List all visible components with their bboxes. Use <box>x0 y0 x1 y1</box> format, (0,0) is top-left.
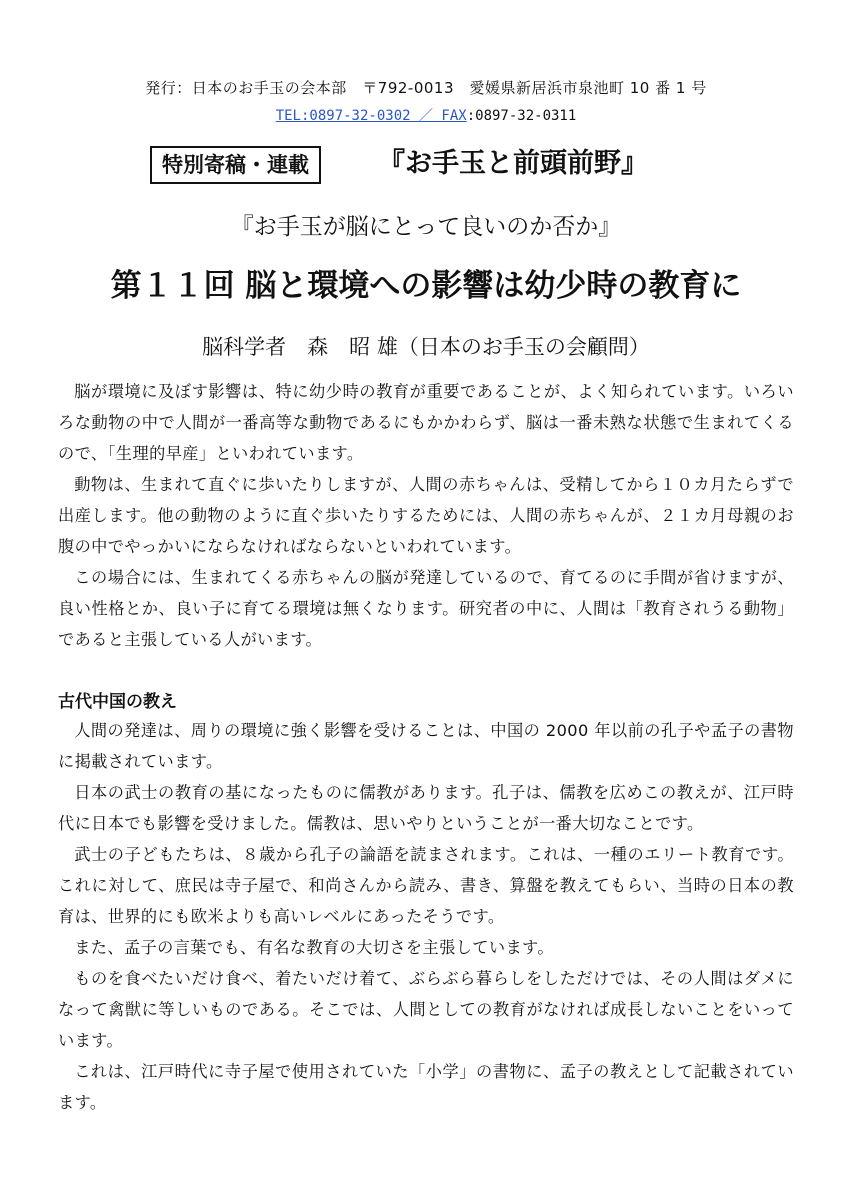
section-heading: 古代中国の教え <box>58 692 177 712</box>
author-line: 脳科学者 森 昭 雄（日本のお手玉の会顧問） <box>202 335 650 359</box>
contact-link[interactable]: TEL:0897-32-0302 ／ FAX <box>275 108 467 124</box>
series-label-box: 特別寄稿・連載 <box>150 146 321 184</box>
paragraph: また、孟子の言葉でも、有名な教育の大切さを主張しています。 <box>74 938 554 957</box>
paragraph: 人間の発達は、周りの環境に強く影響を受けることは、中国の 2000 年以前の孔子や孟子の書物に掲載されています。 <box>58 721 794 771</box>
contact-line <box>0 107 852 125</box>
paragraph: 動物は、生まれて直ぐに歩いたりしますが、人間の赤ちゃんは、受精してから１０カ月たらずで出産します。他の動物のように直ぐ歩いたりするためには、人間の赤ちゃんが、２１カ月母親のお腹の中でやっかいにならなければならないといわれています。 <box>58 475 794 556</box>
intro-section <box>58 376 794 655</box>
fax-number: :0897-32-0311 <box>466 108 577 124</box>
episode-title: 第１１回 脳と環境への影響は幼少時の教育に <box>110 268 742 304</box>
paragraph: これは、江戸時代に寺子屋で使用されていた「小学」の書物に、孟子の教えとして記載されています。 <box>58 1062 794 1112</box>
paragraph: ものを食べたいだけ食べ、着たいだけ着て、ぶらぶら暮らしをしただけでは、その人間はダメになって禽獣に等しいものである。そこでは、人間としての教育がなければ成長しないことをいっています。 <box>58 969 794 1050</box>
paragraph: 脳が環境に及ぼす影響は、特に幼少時の教育が重要であることが、よく知られています。いろいろな動物の中で人間が一番高等な動物であるにもかかわらず、脳は一番未熟な状態で生まれてくるので、「生理的早産」といわれています。 <box>58 382 794 463</box>
heading-row <box>0 146 852 186</box>
paragraph: この場合には、生まれてくる赤ちゃんの脳が発達しているので、育てるのに手間が省けますが、良い性格とか、良い子に育てる環境は無くなります。研究者の中に、人間は「教育されうる動物」であると主張している人がいます。 <box>58 568 794 649</box>
article-subtitle: 『お手玉が脳にとって良いのか否か』 <box>230 214 622 240</box>
section-body <box>58 715 794 1118</box>
series-title: 『お手玉と前頭前野』 <box>378 148 648 179</box>
paragraph: 日本の武士の教育の基になったものに儒教があります。孔子は、儒教を広めこの教えが、江戸時代に日本でも影響を受けました。儒教は、思いやりということが一番大切なことです。 <box>58 783 794 833</box>
paragraph: 武士の子どもたちは、８歳から孔子の論語を読まされます。これは、一種のエリート教育です。これに対して、庶民は寺子屋で、和尚さんから読み、書き、算盤を教えてもらい、当時の日本の教育は、世界的にも欧米よりも高いレベルにあったそうです。 <box>58 845 794 926</box>
publisher-line: 発行：日本のお手玉の会本部 〒792-0013 愛媛県新居浜市泉池町 10 番 1 号 <box>145 79 707 97</box>
